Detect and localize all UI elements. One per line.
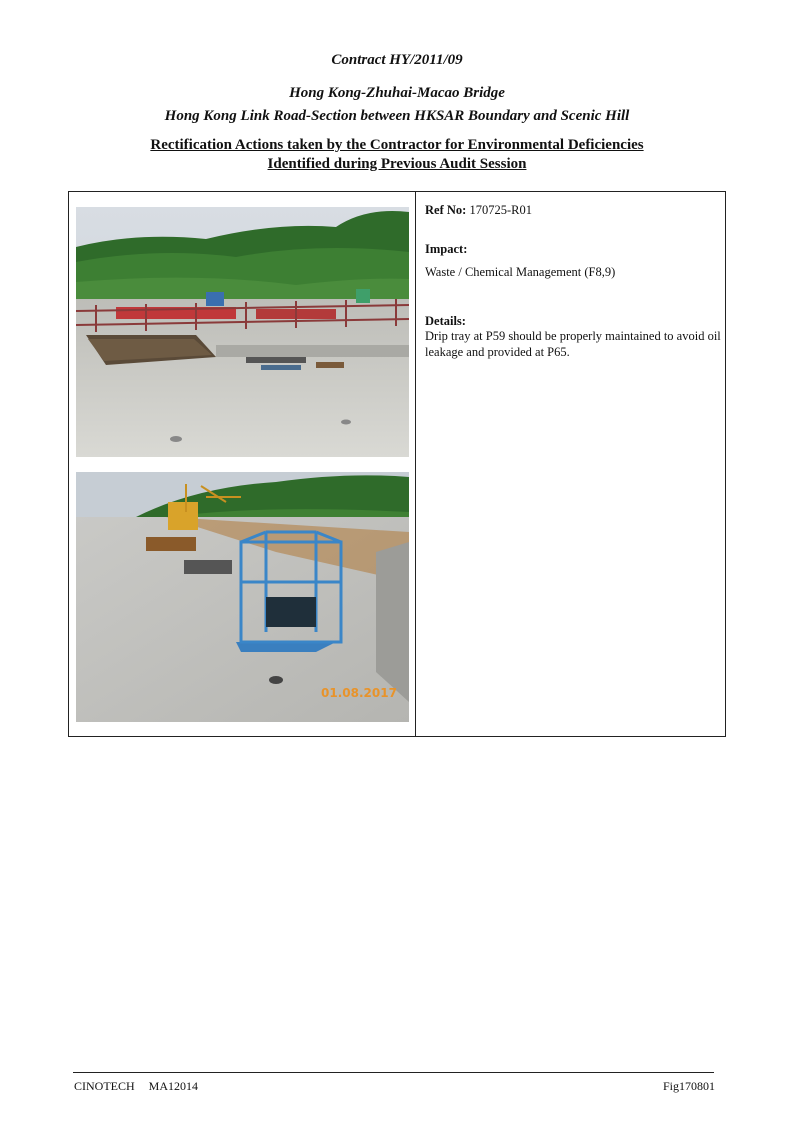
report-title-line1: Rectification Actions taken by the Contractor for Environmental Deficiencies	[150, 137, 644, 153]
site-photo-1	[76, 207, 409, 457]
company-name: CINOTECH	[74, 1079, 135, 1093]
ref-value: 170725-R01	[469, 203, 532, 217]
footer-left	[74, 1079, 198, 1094]
rectification-table	[68, 191, 726, 737]
details-value: Drip tray at P59 should be properly maintained to avoid oil leakage and provided at P65.	[425, 329, 721, 359]
impact-value: Waste / Chemical Management (F8,9)	[425, 265, 616, 279]
project-title-line2: Hong Kong Link Road-Section between HKSAR Boundary and Scenic Hill	[164, 108, 630, 124]
impact-label: Impact:	[425, 242, 468, 256]
photo-date-stamp: 01.08.2017	[321, 686, 397, 700]
footer-rule	[73, 1072, 714, 1073]
contract-number: Contract HY/2011/09	[331, 52, 463, 68]
column-divider	[415, 192, 416, 736]
figure-reference: Fig170801	[662, 1079, 715, 1093]
site-photo-2	[76, 472, 409, 722]
report-title-line2: Identified during Previous Audit Session	[267, 156, 527, 172]
reference-number	[425, 202, 725, 218]
ref-label: Ref No:	[425, 203, 467, 217]
project-title-line1: Hong Kong-Zhuhai-Macao Bridge	[289, 85, 505, 101]
details-label: Details:	[425, 314, 466, 328]
report-code: MA12014	[148, 1079, 199, 1093]
